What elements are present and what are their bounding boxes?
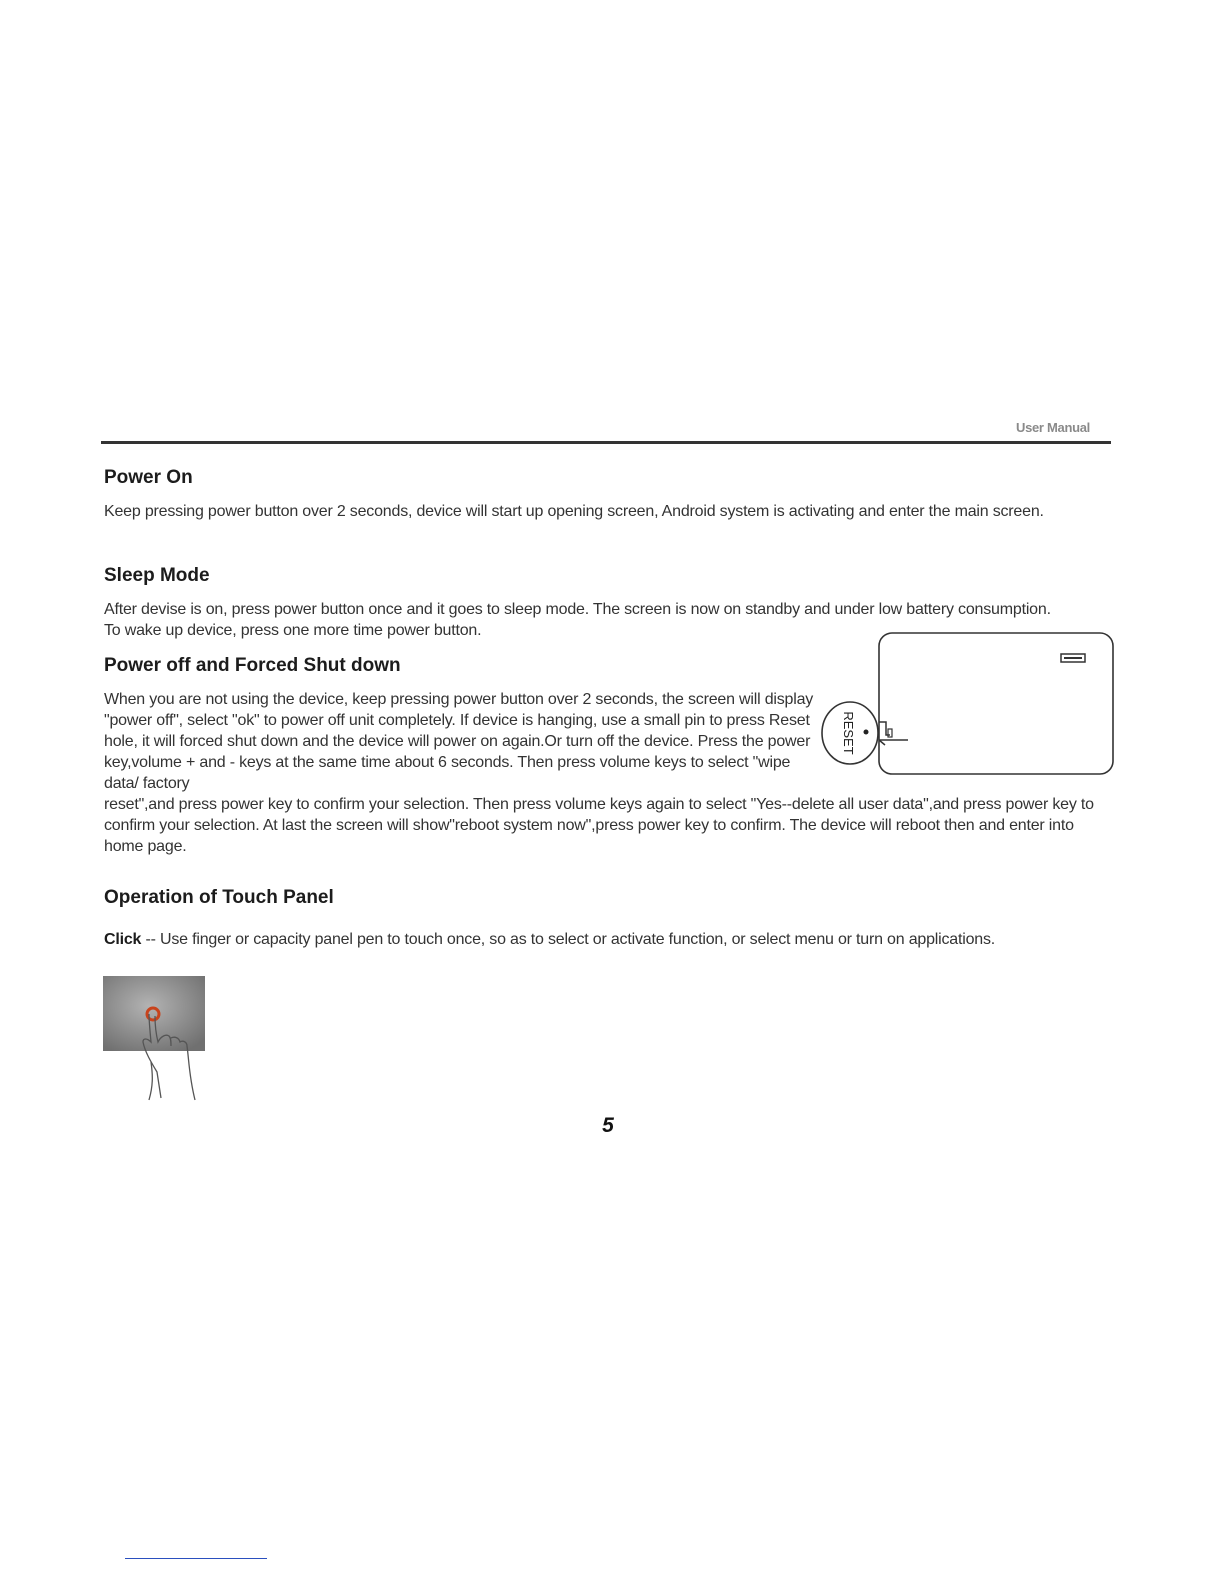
power-off-text-part2: reset",and press power key to confirm your selection. Then press volume keys again to select "Yes--delete all user data",and press power key to confirm your selection. At last the screen will show"reboot system now",press power key to confirm. The device will reboot then and enter into home page. — [104, 796, 1094, 855]
header-rule — [101, 441, 1111, 444]
touch-panel-square — [103, 976, 205, 1051]
click-description: -- Use finger or capacity panel pen to touch once, so as to select or activate function, or select menu or turn on applications. — [141, 931, 996, 948]
reset-hole-diagram — [818, 630, 1118, 780]
section-title-touch-panel: Operation of Touch Panel — [104, 887, 334, 908]
page-number: 5 — [602, 1114, 614, 1137]
power-off-text-part1: When you are not using the device, keep pressing power button over 2 seconds, the screen will display "power off", select "ok" to power off unit completely. If device is hanging, use a small pin to press Reset hole, it will forced shut down and the device will power on again.Or turn off the device. Press the power key,volume + and - keys at the same time about 6 seconds. Then press volume keys to select "wipe data/ factory — [104, 691, 814, 792]
reset-hole-dot — [864, 730, 869, 735]
click-text — [104, 929, 1114, 950]
reset-label: RESET — [841, 711, 856, 755]
section-title-power-on: Power On — [104, 467, 193, 488]
footer-link-underline — [125, 1558, 267, 1559]
section-title-power-off: Power off and Forced Shut down — [104, 655, 401, 676]
touch-click-illustration — [103, 976, 215, 1106]
sleep-mode-text: After devise is on, press power button once and it goes to sleep mode. The screen is now on standby and under low battery consumption. To wake up device, press one more time power button. — [104, 601, 1051, 639]
click-term: Click — [104, 931, 142, 948]
reset-pin-icon — [879, 722, 908, 745]
section-title-sleep-mode: Sleep Mode — [104, 565, 210, 586]
running-header: User Manual — [1015, 420, 1090, 435]
power-on-text: Keep pressing power button over 2 seconds, device will start up opening screen, Android system is activating and enter the main screen. — [104, 503, 1044, 520]
